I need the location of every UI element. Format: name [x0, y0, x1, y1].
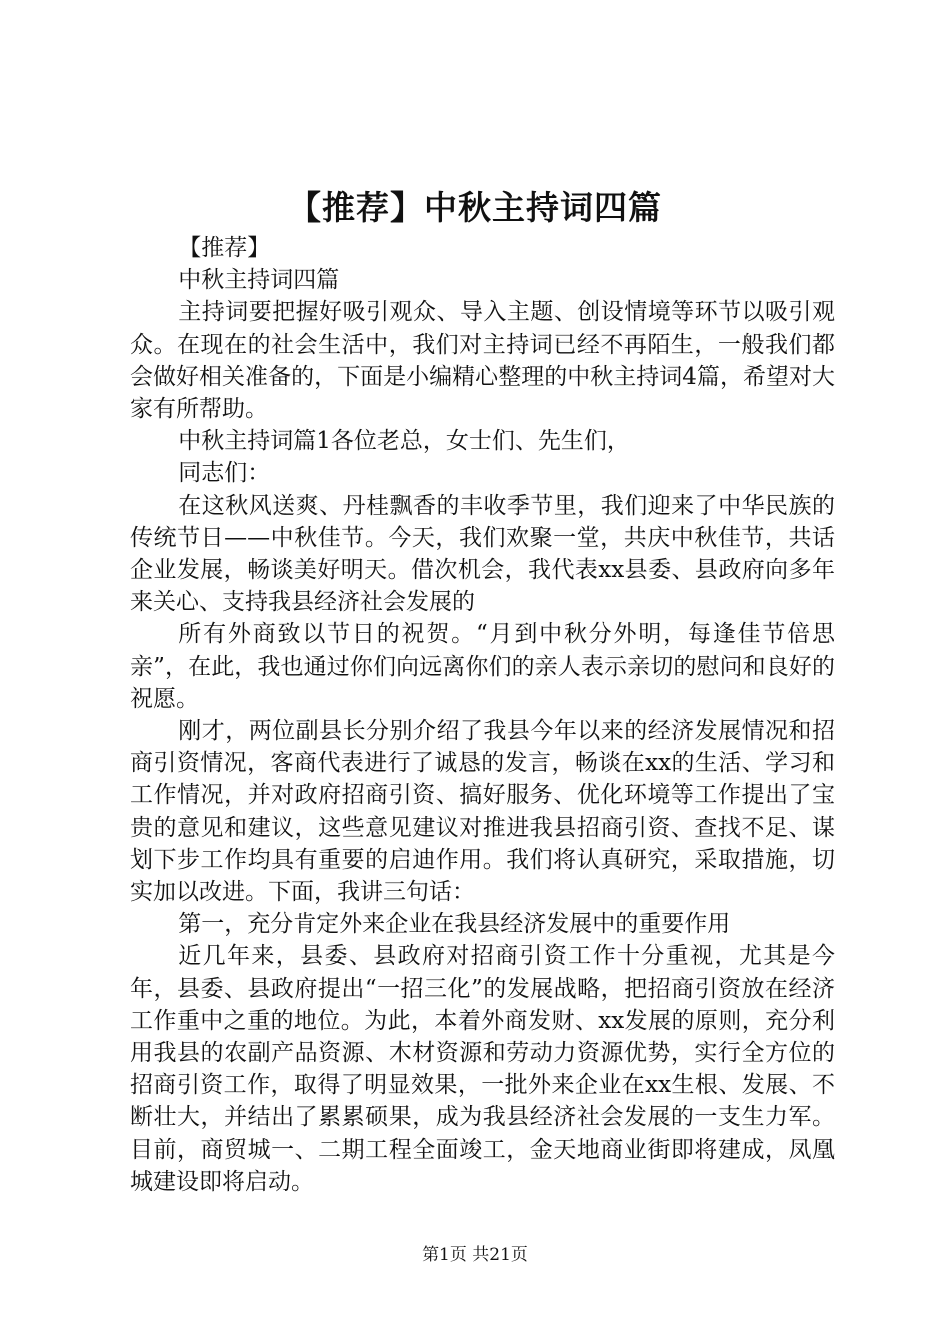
document-body — [130, 232, 835, 1198]
paragraph: 中秋主持词四篇 — [178, 267, 340, 294]
paragraph: 第一，充分肯定外来企业在我县经济发展中的重要作用 — [178, 911, 731, 938]
paragraph: 【推荐】 — [178, 235, 271, 261]
paragraph: 在这秋风送爽、丹桂飘香的丰收季节里，我们迎来了中华民族的传统节日——中秋佳节。今天，我们欢聚一堂，共庆中秋佳节，共话企业发展，畅谈美好明天。借次机会，我代表xx县委、县政府向多年来关心、支持我县经济社会发展的 — [130, 492, 835, 616]
page-number-footer: 第1页 共21页 — [422, 1245, 528, 1265]
paragraph: 中秋主持词篇1各位老总，女士们、先生们， — [178, 428, 630, 455]
paragraph: 同志们： — [178, 460, 271, 487]
paragraph: 所有外商致以节日的祝贺。“月到中秋分外明，每逢佳节倍思亲”，在此，我也通过你们向远离你们的亲人表示亲切的慰问和良好的祝愿。 — [130, 621, 835, 712]
paragraph: 主持词要把握好吸引观众、导入主题、创设情境等环节以吸引观众。在现在的社会生活中，我们对主持词已经不再陌生，一般我们都会做好相关准备的，下面是小编精心整理的中秋主持词4篇，希望对大家有所帮助。 — [130, 299, 835, 423]
paragraph: 近几年来，县委、县政府对招商引资工作十分重视，尤其是今年，县委、县政府提出“一招三化”的发展战略，把招商引资放在经济工作重中之重的地位。为此，本着外商发财、xx发展的原则，充分利用我县的农副产品资源、木材资源和劳动力资源优势，实行全方位的招商引资工作，取得了明显效果，一批外来企业在xx生根、发展、不断壮大，并结出了累累硕果，成为我县经济社会发展的一支生力军。目前，商贸城一、二期工程全面竣工，金天地商业街即将建成，凤凰城建设即将启动。 — [130, 943, 835, 1195]
paragraph: 刚才，两位副县长分别介绍了我县今年以来的经济发展情况和招商引资情况，客商代表进行了诚恳的发言，畅谈在xx的生活、学习和工作情况，并对政府招商引资、搞好服务、优化环境等工作提出了宝贵的意见和建议，这些意见建议对推进我县招商引资、查找不足、谋划下步工作均具有重要的启迪作用。我们将认真研究，采取措施，切实加以改进。下面，我讲三句话： — [130, 718, 835, 906]
document-title: 【推荐】中秋主持词四篇 — [288, 188, 662, 227]
